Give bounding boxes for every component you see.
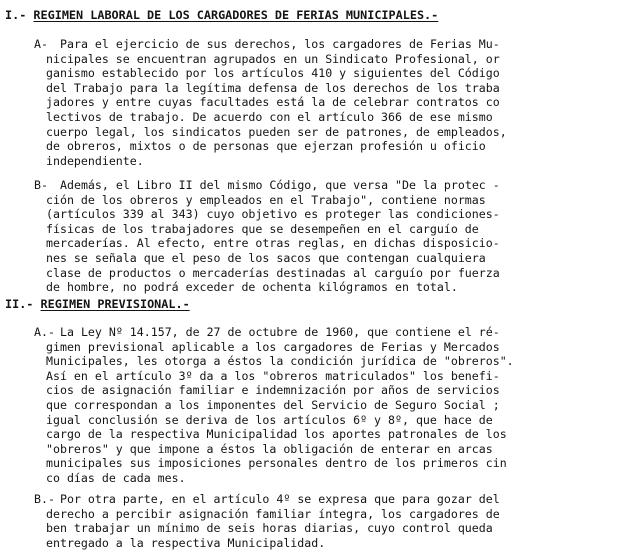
text-line: que correspondan a los imponentes del Servicio de Seguro Social ; xyxy=(46,397,500,412)
text-line: gimen previsional aplicable a los cargadores de Ferias y Mercados xyxy=(46,339,500,354)
text-line: Así en el artículo 3º da a los "obreros matriculados" los benefi- xyxy=(46,368,500,383)
section-heading-1 xyxy=(5,8,438,23)
text-line: Además, el Libro II del mismo Código, que versa "De la protec - xyxy=(60,178,500,192)
text-line: La Ley Nº 14.157, de 27 de octubre de 1960, que contiene el ré- xyxy=(60,325,500,339)
text-line: co días de cada mes. xyxy=(46,470,186,485)
paragraph-marker: A- xyxy=(34,37,48,51)
text-line: del Trabajo para la legítima defensa de los derechos de los traba xyxy=(46,80,500,95)
text-line: nes se señala que el peso de los sacos que contengan cualquiera xyxy=(46,250,486,265)
paragraph-1-b xyxy=(34,178,622,295)
text-line: Para el ejercicio de sus derechos, los cargadores de Ferias Mu- xyxy=(60,37,500,51)
text-line: cuerpo legal, los sindicatos pueden ser de patrones, de empleados, xyxy=(46,124,507,139)
paragraph-marker: A.- xyxy=(34,325,55,339)
paragraph-2-a xyxy=(34,325,622,486)
text-line: ción de los obreros y empleados en el Trabajo", contiene normas xyxy=(46,192,486,207)
section-number: II.- xyxy=(5,297,34,311)
text-line: nicipales se encuentran agrupados en un Sindicato Profesional, or xyxy=(46,51,500,66)
section-heading-2 xyxy=(5,297,190,312)
text-line: jadores y entre cuyas facultades está la de celebrar contratos co xyxy=(46,95,500,110)
text-line: Municipales, les otorga a éstos la condición jurídica de "obreros". xyxy=(46,354,514,369)
text-line: de hombre, no podrá exceder de ochenta kilógramos en total. xyxy=(46,280,458,295)
text-line: independiente. xyxy=(46,153,144,168)
section-number: I.- xyxy=(5,8,27,22)
text-line: (artículos 339 al 343) cuyo objetivo es proteger las condiciones- xyxy=(46,207,500,222)
text-line: físicas de los trabajadores que se desempeñen en el carguío de xyxy=(46,221,479,236)
section-title: REGIMEN PREVISIONAL.- xyxy=(40,297,190,311)
text-line: Por otra parte, en el artículo 4º se expresa que para gozar del xyxy=(60,492,500,506)
section-title: REGIMEN LABORAL DE LOS CARGADORES DE FERIAS MUNICIPALES.- xyxy=(33,8,439,22)
text-line: derecho a percibir asignación familiar íntegra, los cargadores de xyxy=(46,506,500,521)
paragraph-marker: B- xyxy=(34,178,48,192)
text-line: lectivos de trabajo. De acuerdo con el artículo 366 de ese mismo xyxy=(46,109,493,124)
text-line: mercaderías. Al efecto, entre otras reglas, en dichas disposicio- xyxy=(46,236,500,251)
text-line: ganismo establecido por los artículos 410 y siguientes del Código xyxy=(46,66,500,81)
text-line: "obreros" y que impone a éstos la obligación de enterar en arcas xyxy=(46,441,493,456)
text-line: de obreros, mixtos o de personas que ejerzan profesión u oficio xyxy=(46,139,486,154)
text-line: cargo de la respectiva Municipalidad los aportes patronales de los xyxy=(46,427,507,442)
text-line: clase de productos o mercaderías destinadas al carguío por fuerza xyxy=(46,265,500,280)
text-line: cios de asignación familiar e indemnización por años de servicios xyxy=(46,383,500,398)
text-line: entregado a la respectiva Municipalidad. xyxy=(46,535,326,550)
text-line: ben trabajar un mínimo de seis horas diarias, cuyo control queda xyxy=(46,521,493,536)
paragraph-1-a xyxy=(34,37,622,168)
text-line: municipales sus imposiciones personales dentro de los primeros cin xyxy=(46,456,507,471)
text-line: igual conclusión se deriva de los artículos 6º y 8º, que hace de xyxy=(46,412,493,427)
paragraph-marker: B.- xyxy=(34,492,55,506)
paragraph-2-b xyxy=(34,492,622,550)
